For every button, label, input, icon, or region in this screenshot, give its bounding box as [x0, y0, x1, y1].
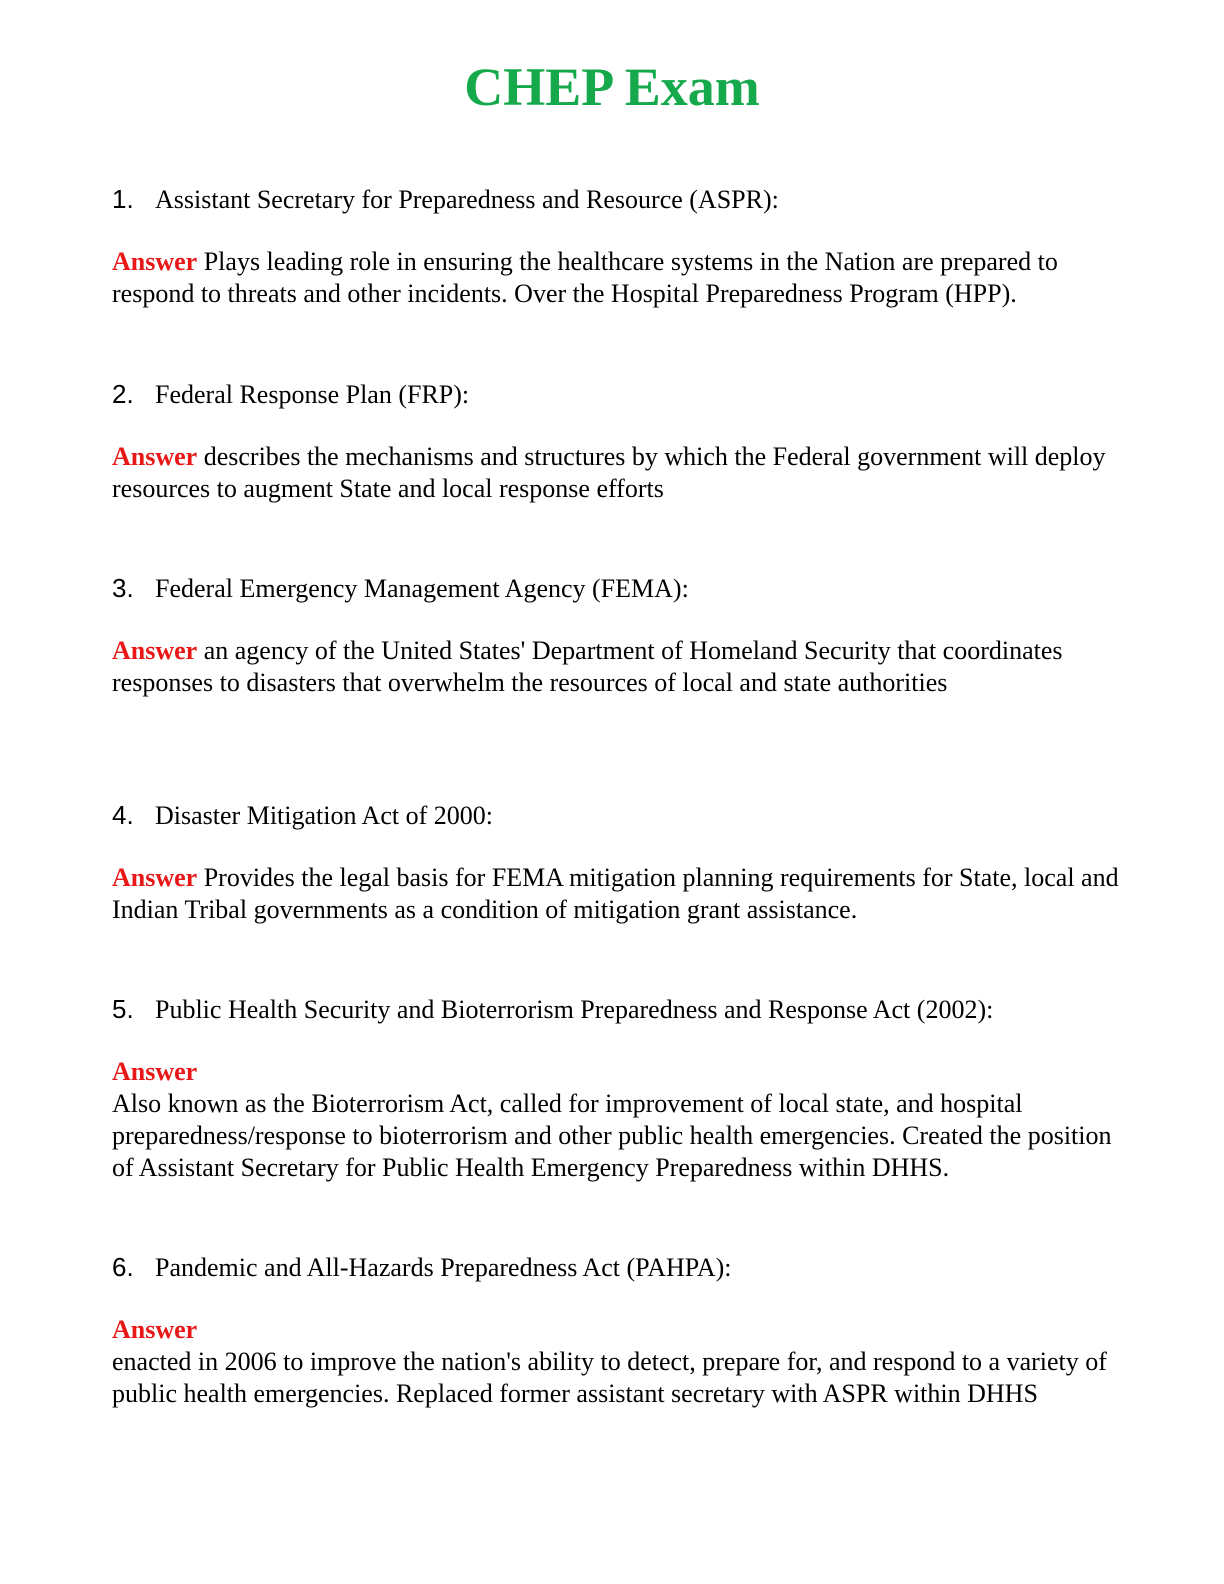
question-number: 4.	[112, 800, 134, 830]
answer-label: Answer	[112, 1315, 198, 1344]
question-number: 2.	[112, 379, 134, 409]
question-text: Disaster Mitigation Act of 2000:	[155, 801, 493, 830]
question-number: 3.	[112, 573, 134, 603]
qa-item-1	[112, 183, 1122, 310]
answer-2	[112, 441, 1122, 505]
answer-4	[112, 862, 1122, 926]
answer-1	[112, 246, 1122, 310]
answer-3	[112, 635, 1122, 699]
answer-label: Answer	[112, 1057, 198, 1086]
question-2	[112, 378, 1122, 411]
qa-item-5	[112, 993, 1122, 1184]
question-4	[112, 799, 1122, 832]
answer-label: Answer	[112, 636, 198, 665]
question-text: Public Health Security and Bioterrorism Preparedness and Response Act (2002):	[155, 995, 994, 1024]
answer-5	[112, 1056, 1122, 1184]
answer-text: Plays leading role in ensuring the healthcare systems in the Nation are prepared to respond to threats and other incidents. Over the Hospital Preparedness Program (HPP).	[112, 247, 1058, 308]
question-3	[112, 572, 1122, 605]
qa-item-3	[112, 572, 1122, 699]
answer-6	[112, 1314, 1122, 1410]
qa-item-2	[112, 378, 1122, 505]
answer-text: describes the mechanisms and structures by which the Federal government will deploy resources to augment State and local response efforts	[112, 442, 1106, 503]
page-title: CHEP Exam	[464, 57, 760, 117]
question-1	[112, 183, 1122, 216]
question-text: Federal Emergency Management Agency (FEMA):	[155, 574, 689, 603]
question-text: Pandemic and All-Hazards Preparedness Act (PAHPA):	[155, 1253, 732, 1282]
question-5	[112, 993, 1122, 1026]
question-6	[112, 1251, 1122, 1284]
question-number: 5.	[112, 994, 134, 1024]
answer-label: Answer	[112, 247, 198, 276]
question-text: Assistant Secretary for Preparedness and Resource (ASPR):	[155, 185, 779, 214]
answer-text: enacted in 2006 to improve the nation's ability to detect, prepare for, and respond to a variety of public health emergencies. Replaced former assistant secretary with ASPR within DHHS	[112, 1347, 1107, 1408]
qa-item-6	[112, 1251, 1122, 1410]
answer-label: Answer	[112, 863, 198, 892]
question-number: 1.	[112, 184, 134, 214]
answer-text: an agency of the United States' Department of Homeland Security that coordinates responses to disasters that overwhelm the resources of local and state authorities	[112, 636, 1063, 697]
question-number: 6.	[112, 1252, 134, 1282]
question-text: Federal Response Plan (FRP):	[155, 380, 470, 409]
qa-item-4	[112, 799, 1122, 926]
answer-text: Also known as the Bioterrorism Act, called for improvement of local state, and hospital preparedness/response to bioterrorism and other public health emergencies. Created the position of Assistant Secretary for Public Health Emergency Preparedness within DHHS.	[112, 1089, 1112, 1182]
answer-text: Provides the legal basis for FEMA mitigation planning requirements for State, local and Indian Tribal governments as a condition of mitigation grant assistance.	[112, 863, 1119, 924]
answer-label: Answer	[112, 442, 198, 471]
